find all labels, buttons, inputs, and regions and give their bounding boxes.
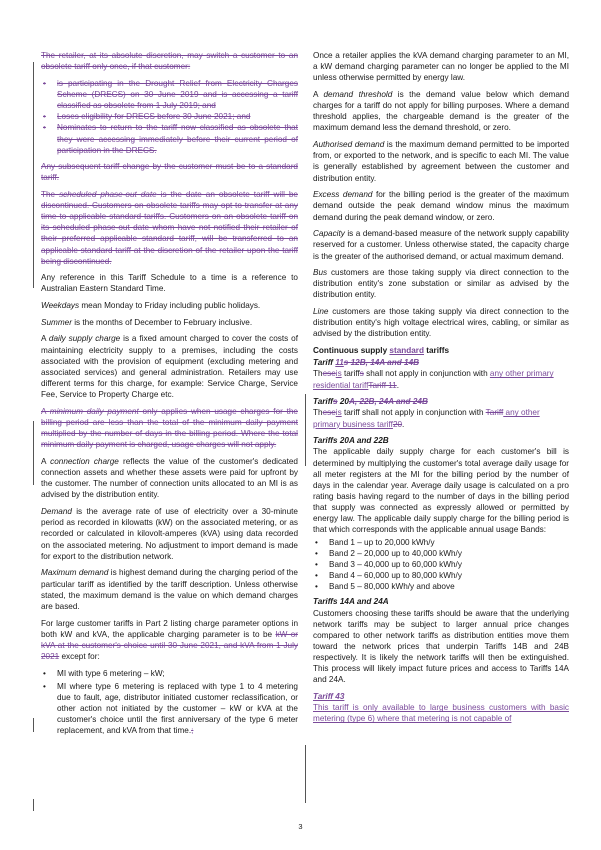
bullet-icon: • [43, 78, 46, 88]
paragraph: Weekdays mean Monday to Friday including public holidays. [41, 301, 261, 311]
paragraph: The applicable daily supply charge for each customer's bill is determined by multiplying the customer's total average daily usage for all meter registers at the MI for the billing period by the number of days in the calendar year. Average daily usage is calculated on a pro rating basis having regard to the number of days in the billing period that supply was connected as expressly allowed or permitted by energy law. The applicable daily supply charge for the billing period is that which corresponds with the applicable annual usage Bands: [313, 447, 569, 535]
change-bar [33, 421, 34, 485]
paragraph: Authorised demand is the maximum demand permitted to be imported from, or exported to the network, and is specific to each MI. The value is generally established by agreement between the customer and distribution entity. [313, 140, 569, 183]
list-item: • Band 2 – 20,000 up to 40,000 kWh/y [315, 548, 462, 558]
paragraph: Line customers are those taking supply via direct connection to the distribution entity's high voltage electrical wires, cabling, or similar as advised by the distribution entity. [313, 307, 569, 339]
list-item: • Loses eligibility for DRECS before 30 June 2021; and [43, 112, 251, 122]
paragraph: Maximum demand is highest demand during the charging period of the particular tariff as identified by the tariff description. Unless otherwise stated, the maximum demand is the value on which demand charges are based. [41, 568, 298, 611]
paragraph-deleted: Any subsequent tariff change by the customer must be to a standard tariff. [41, 161, 298, 183]
paragraph: Once a retailer applies the kVA demand charging parameter to an MI, a kW demand charging parameter can no longer be applied to the MI unless otherwise permitted by energy law. [313, 51, 569, 83]
change-bar [33, 799, 34, 811]
subheading-tariff-20: Tariffs 20A, 22B, 24A and 24B [313, 397, 428, 407]
bullet-icon: • [43, 123, 46, 133]
bullet-icon: • [315, 548, 318, 558]
subheading-tariff-43: Tariff 43 [313, 692, 345, 702]
paragraph: Excess demand for the billing period is the greater of the maximum demand outside the peak demand window minus the maximum demand during the peak demand window, or zero. [313, 190, 569, 222]
bullet-icon: • [43, 681, 46, 691]
paragraph: Customers choosing these tariffs should be aware that the underlying network tariffs may be subject to larger annual price changes compared to other network tariffs as distribution entities move them toward the network prices that underpin Tariffs 14B and 24B respectively. It is likely the network tariffs will then be extinguished. This process will likely impact future prices and access to Tariffs 14A and 24A. [313, 608, 569, 685]
bullet-icon: • [43, 668, 46, 678]
paragraph: Bus customers are those taking supply via direct connection to the distribution entity's zone substation or similar as advised by the distribution entity. [313, 268, 569, 300]
subheading-tariff-11: Tariff 11s 12B, 14A and 14B [313, 358, 420, 368]
change-bar [33, 62, 34, 288]
change-bar [305, 394, 306, 466]
paragraph-deleted: A minimum daily payment only applies when usage charges for the billing period are less than the total of the minimum daily payment multiplied by the number of days in the billing period. Where the total minimum daily payment is charged, usage charges will not apply. [41, 406, 298, 450]
bullet-icon: • [315, 582, 318, 592]
paragraph: A connection charge reflects the value of the customer's dedicated connection assets and whether these assets were paid for upfront by the customer. The number of connection units allocated to an MI is as advised by the distribution entity. [41, 457, 298, 500]
list-item: • is participating in the Drought Relief from Electricity Charges Scheme (DRECS) on 30 June 2019 and is accessing a tariff classified as obsolete from 1 July 2019; and [43, 78, 298, 111]
subheading-tariffs-14a-24a: Tariffs 14A and 24A [313, 597, 389, 607]
paragraph: A demand threshold is the demand value below which demand charges for a tariff do not apply for billing purposes. Where a demand threshold applies, the chargeable demand is the greater of the maximum demand less the demand threshold, or zero. [313, 89, 570, 133]
list-item: • MI with type 6 metering – kW; [43, 668, 165, 678]
paragraph: Demand is the average rate of use of electricity over a 30-minute period as recorded in kilowatts (kW) on the associated metering, or as recorded or calculated in kilovolt-amperes (kVA) using data recorded on the associated metering. No adjustment to import demand is made for export to the distribution network. [41, 507, 298, 561]
deleted-list [41, 78, 298, 156]
bullet-icon: • [315, 559, 318, 569]
paragraph: Any reference in this Tariff Schedule to a time is a reference to Australian Eastern Standard Time. [41, 273, 298, 294]
left-column [41, 50, 298, 742]
bands-list [313, 537, 569, 593]
section-heading: Continuous supply standard tariffs [313, 346, 450, 356]
paragraph-deleted: The scheduled phase-out date is the date an obsolete tariff will be discontinued. Customers on obsolete tariffs may opt to transfer at any time to applicable standard tariffs. Customers on an obsolete tariff on its scheduled phase-out date whom have not notified their retailer of their preferred applicable standard tariff, will be transferred to an applicable standard tariff at the discretion of the retailer upon the tariff being discontinued. [41, 189, 298, 266]
paragraph-inserted: This tariff is only available to large business customers with basic metering (type 6) where that metering is not capable of [313, 703, 569, 724]
list-item: • Band 1 – up to 20,000 kWh/y [315, 537, 435, 547]
change-bar [305, 745, 306, 803]
bullet-icon: • [315, 571, 318, 581]
subheading-tariffs-20a-22b: Tariffs 20A and 22B [313, 436, 389, 446]
list-item: • Nominates to return to the tariff now classified as obsolete that they were accessing immediately before their current period of participation in the DRECS. [43, 123, 298, 155]
paragraph: For large customer tariffs in Part 2 listing charge parameter options in both kW and kVA, the applicable charging parameter is to be kW or kVA at the customer's choice until 30 June 2021, and kVA from 1 July 2021 except for: [41, 618, 298, 661]
list-item: • Band 3 – 40,000 up to 60,000 kWh/y [315, 559, 462, 569]
paragraph: Theseis tariff shall not apply in conjunction with Tariff any other primary business tariff20. [313, 408, 540, 429]
paragraph: Summer is the months of December to February inclusive. [41, 317, 253, 327]
page-number: 3 [298, 822, 303, 831]
list-item: • Band 5 – 80,000 kWh/y and above [315, 582, 455, 592]
exceptions-list [41, 668, 298, 737]
paragraph-deleted: The retailer, at its absolute discretion, may switch a customer to an obsolete tariff only once, if that customer: [41, 51, 298, 72]
bullet-icon: • [43, 112, 46, 122]
change-bar [33, 718, 34, 732]
right-column [313, 50, 569, 730]
list-item: • Band 4 – 60,000 up to 80,000 kWh/y [315, 571, 462, 581]
list-item: • MI where type 6 metering is replaced with type 1 to 4 metering due to fault, age, distributor initiated customer reclassification, or other action not initiated by the customer – kW or kVA at the customer's choice until the first anniversary of the type 6 meter replacement, and kVA from that time.; [43, 681, 298, 736]
paragraph: Theseis tariffs shall not apply in conjunction with any other primary residential tariffTariff 11. [313, 369, 554, 390]
paragraph: A daily supply charge is a fixed amount charged to cover the costs of maintaining electricity supply to a premises, including the costs associated with the provision of equipment (excluding metering and associated services) and general administration. Retailers may use different terms for this charge, for example: Service Charge, Service Fee, Service to Property Charge etc. [41, 334, 298, 400]
bullet-icon: • [315, 537, 318, 547]
paragraph: Capacity is a demand-based measure of the network supply capability reserved for a customer. Unless otherwise stated, the capacity charge is the greater of the authorised demand, or actual maximum demand. [313, 229, 569, 261]
